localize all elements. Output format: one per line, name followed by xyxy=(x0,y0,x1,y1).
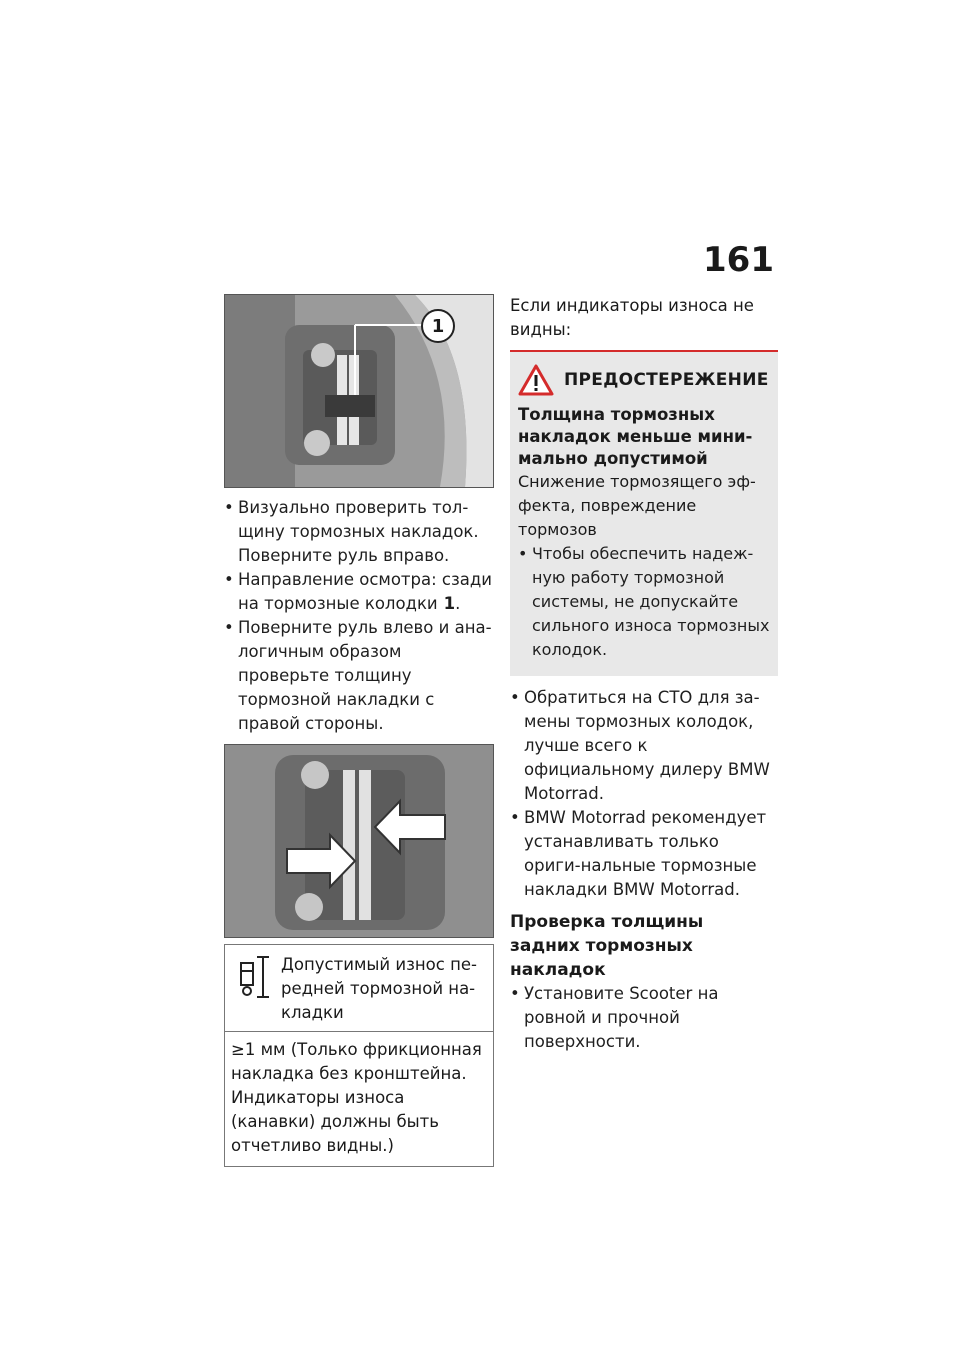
page-number: 161 xyxy=(703,240,774,280)
list-item xyxy=(224,496,494,568)
spec-value: ≥1 мм (Только фрикционная накладка без кронштейна. Индикаторы износа (канавки) должны быть отчетливо видны.) xyxy=(231,1040,482,1155)
right-bullet-list xyxy=(510,686,778,902)
left-bullet-list xyxy=(224,496,494,736)
left-column xyxy=(224,294,494,1167)
brake-pad-thickness-icon xyxy=(233,953,273,999)
warning-title-row xyxy=(518,364,770,396)
list-item-text: Чтобы обеспечить надеж-ную работу тормозной системы, не допускайте сильного износа тормозных колодок. xyxy=(532,544,770,659)
list-item xyxy=(510,686,778,806)
brake-pad-inspection-photo xyxy=(224,744,494,938)
warning-text: Снижение тормозящего эф-фекта, повреждение тормозов xyxy=(518,472,756,539)
section-bullet-list xyxy=(510,982,778,1054)
callout-1 xyxy=(421,309,455,343)
warning-triangle-icon xyxy=(518,364,554,396)
spec-header xyxy=(225,945,493,1032)
list-item-text: Обратиться на СТО для за-мены тормозных колодок, лучше всего к официальному дилеру BMW Motorrad. xyxy=(524,688,770,803)
list-item-text: Установите Scooter на ровной и прочной поверхности. xyxy=(524,984,719,1051)
list-item xyxy=(518,542,770,662)
warning-label: ПРЕДОСТЕРЕЖЕНИЕ xyxy=(564,370,769,390)
brake-pad-arrows-illustration xyxy=(225,745,493,937)
list-item-text: BMW Motorrad рекомендует устанавливать только ориги-нальные тормозные накладки BMW Motorrad. xyxy=(524,808,767,899)
warning-box xyxy=(510,350,778,676)
callout-1-label: 1 xyxy=(431,315,445,337)
brake-caliper-photo xyxy=(224,294,494,488)
spec-table xyxy=(224,944,494,1167)
reference-number: 1 xyxy=(443,594,456,613)
list-item-suffix: . xyxy=(455,594,461,613)
warning-bullet-list xyxy=(518,542,770,662)
spec-title: Допустимый износ пе-редней тормозной на-кладки xyxy=(281,955,477,1022)
right-column xyxy=(510,294,778,1054)
intro-text: Если индикаторы износа не видны: xyxy=(510,296,754,339)
list-item-text: Визуально проверить тол-щину тормозных накладок. Поверните руль вправо. xyxy=(238,498,479,565)
list-item xyxy=(224,616,494,736)
list-item xyxy=(224,568,494,616)
section-title: Проверка толщины задних тормозных накладок xyxy=(510,912,704,980)
list-item xyxy=(510,806,778,902)
list-item-text: Направление осмотра: сзади на тормозные колодки xyxy=(238,570,493,613)
list-item-text: Поверните руль влево и ана-логичным образом проверьте толщину тормозной накладки с правой стороны. xyxy=(238,618,492,733)
list-item xyxy=(510,982,778,1054)
warning-heading: Толщина тормозных накладок меньше мини-мально допустимой xyxy=(518,405,753,468)
